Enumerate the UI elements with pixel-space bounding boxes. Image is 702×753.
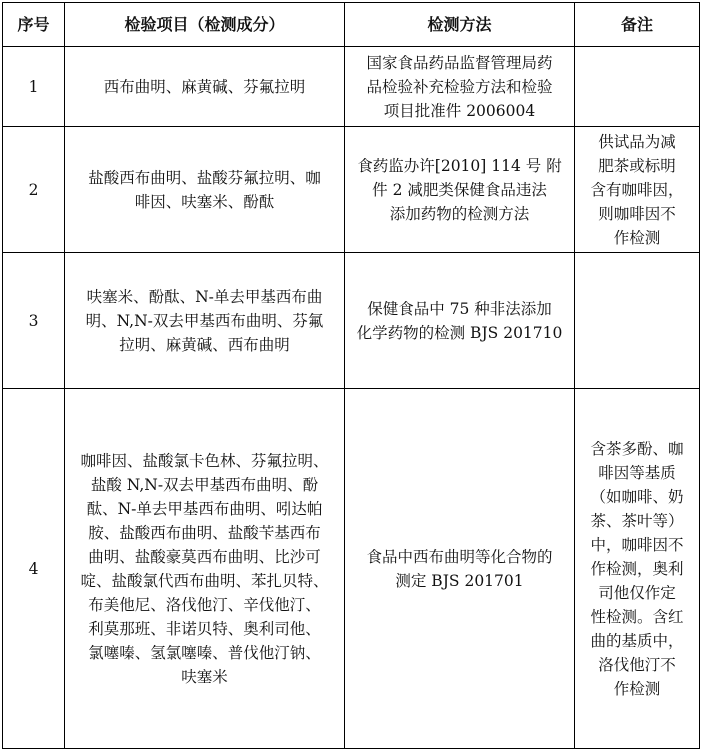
header-row bbox=[3, 3, 700, 47]
row-method: 食品中西布曲明等化合物的 测定 BJS 201701 bbox=[345, 389, 575, 749]
header-item: 检验项目（检测成分） bbox=[65, 3, 345, 47]
table-row bbox=[3, 389, 700, 749]
header-no: 序号 bbox=[3, 3, 65, 47]
row-note bbox=[575, 253, 700, 389]
table-row bbox=[3, 47, 700, 127]
row-note: 供试品为减 肥茶或标明 含有咖啡因， 则咖啡因不 作检测 bbox=[575, 127, 700, 253]
row-no: 1 bbox=[3, 47, 65, 127]
row-method: 食药监办许[2010] 114 号 附 件 2 减肥类保健食品违法 添加药物的检测方法 bbox=[345, 127, 575, 253]
row-method: 国家食品药品监督管理局药 品检验补充检验方法和检验 项目批准件 2006004 bbox=[345, 47, 575, 127]
row-no: 3 bbox=[3, 253, 65, 389]
header-method: 检测方法 bbox=[345, 3, 575, 47]
row-no: 2 bbox=[3, 127, 65, 253]
table-row bbox=[3, 253, 700, 389]
row-note bbox=[575, 47, 700, 127]
row-item: 盐酸西布曲明、盐酸芬氟拉明、咖 啡因、呋塞米、酚酞 bbox=[65, 127, 345, 253]
row-item: 咖啡因、盐酸氯卡色林、芬氟拉明、 盐酸 N,N-双去甲基西布曲明、酚 酞、N-单去甲基西布曲明、吲达帕 胺、盐酸西布曲明、盐酸苄基西布 曲明、盐酸豪莫西布曲明、比沙可 啶、盐酸氯代西布曲明、苯扎贝特、 布美他尼、洛伐他汀、辛伐他汀、 利莫那班、非诺贝特、奥利司他、 氯噻嗪、氢氯噻嗪、普伐他汀钠、 呋塞米 bbox=[65, 389, 345, 749]
row-item: 西布曲明、麻黄碱、芬氟拉明 bbox=[65, 47, 345, 127]
row-note: 含茶多酚、咖 啡因等基质 （如咖啡、奶 茶、茶叶等） 中，咖啡因不 作检测，奥利 司他仅作定 性检测。含红 曲的基质中， 洛伐他汀不 作检测 bbox=[575, 389, 700, 749]
table-row bbox=[3, 127, 700, 253]
row-method: 保健食品中 75 种非法添加 化学药物的检测 BJS 201710 bbox=[345, 253, 575, 389]
header-note: 备注 bbox=[575, 3, 700, 47]
row-no: 4 bbox=[3, 389, 65, 749]
row-item: 呋塞米、酚酞、N-单去甲基西布曲 明、N,N-双去甲基西布曲明、芬氟 拉明、麻黄碱、西布曲明 bbox=[65, 253, 345, 389]
detection-methods-table bbox=[2, 2, 700, 749]
